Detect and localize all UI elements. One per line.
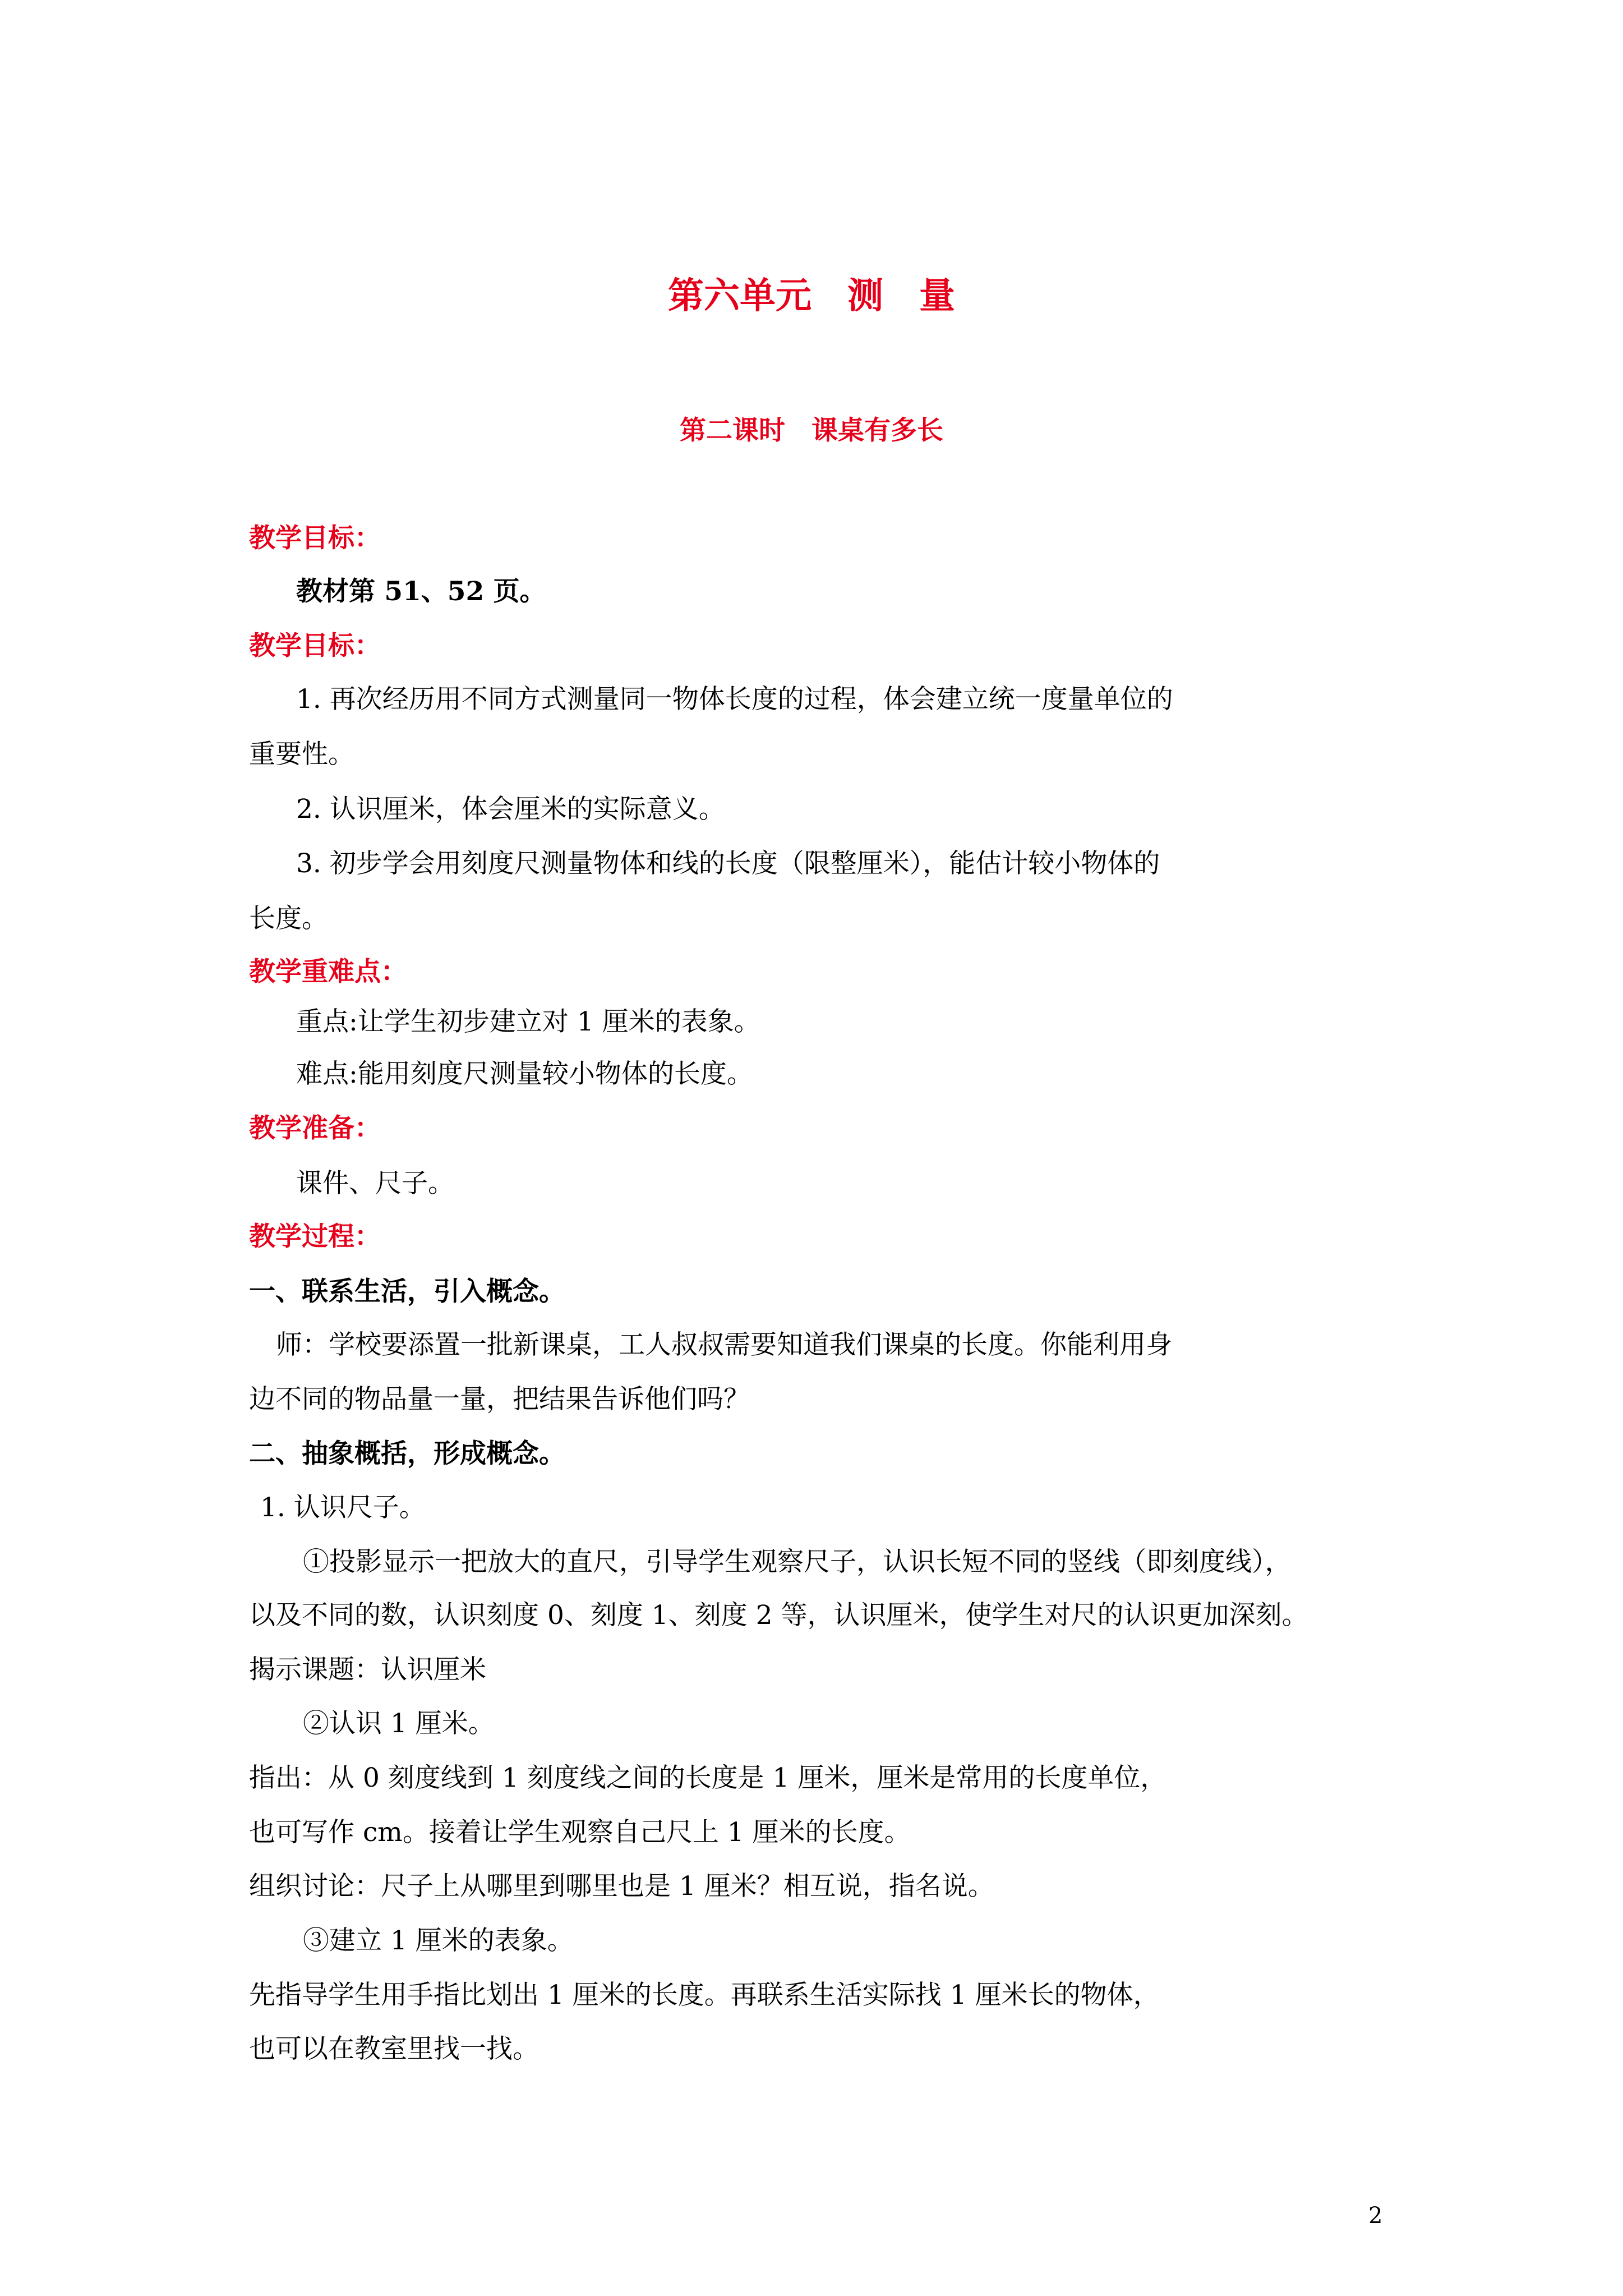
goal-1-line-1: 1. 再次经历用不同方式测量同一物体长度的过程，体会建立统一度量单位的 (296, 684, 1173, 715)
goal-2: 2. 认识厘米，体会厘米的实际意义。 (296, 794, 725, 825)
key-point: 重点:让学生初步建立对 1 厘米的表象。 (296, 1006, 760, 1037)
heading-key-points: 教学重难点： (249, 956, 407, 987)
section-2-para-2-line-2: 也可写作 cm。接着让学生观察自己尺上 1 厘米的长度。 (249, 1817, 911, 1848)
section-2-para-3: ③建立 1 厘米的表象。 (303, 1925, 574, 1956)
section-2-para-2-line-3: 组织讨论：尺子上从哪里到哪里也是 1 厘米？相互说，指名说。 (249, 1871, 994, 1902)
section-1-line-1: 师：学校要添置一批新课桌，工人叔叔需要知道我们课桌的长度。你能利用身 (276, 1329, 1172, 1360)
lesson-subtitle: 第二课时 课桌有多长 (680, 415, 943, 446)
preparation-text: 课件、尺子。 (296, 1168, 454, 1199)
section-1-line-2: 边不同的物品量一量，把结果告诉他们吗？ (249, 1384, 750, 1415)
section-2-para-3-line-2: 也可以在教室里找一找。 (249, 2033, 539, 2064)
page-title: 第六单元 测 量 (668, 275, 955, 317)
section-2-para-2: ②认识 1 厘米。 (303, 1708, 495, 1739)
section-2-para-3-line-1: 先指导学生用手指比划出 1 厘米的长度。再联系生活实际找 1 厘米长的物体， (249, 1980, 1160, 2010)
section-2-para-2-line-1: 指出：从 0 刻度线到 1 刻度线之间的长度是 1 厘米，厘米是常用的长度单位， (249, 1763, 1167, 1793)
section-2-para-1-line-1: ①投影显示一把放大的直尺，引导学生观察尺子，认识长短不同的竖线（即刻度线）， (303, 1547, 1292, 1577)
section-1-heading: 一、联系生活，引入概念。 (249, 1276, 565, 1307)
heading-objectives: 教学目标： (249, 523, 381, 554)
heading-preparation: 教学准备： (249, 1113, 381, 1144)
heading-process: 教学过程： (249, 1221, 381, 1252)
difficult-point: 难点:能用刻度尺测量较小物体的长度。 (296, 1059, 753, 1089)
goal-3-line-1: 3. 初步学会用刻度尺测量物体和线的长度（限整厘米），能估计较小物体的 (296, 848, 1160, 879)
section-2-para-1-line-2: 以及不同的数，认识刻度 0、刻度 1、刻度 2 等，认识厘米，使学生对尺的认识更加深刻。 (249, 1600, 1308, 1631)
page-number: 2 (1368, 2203, 1383, 2229)
goal-3-line-2: 长度。 (249, 903, 328, 934)
goal-1-line-2: 重要性。 (249, 739, 354, 770)
material-text: 教材第 51、52 页。 (296, 576, 546, 607)
section-2-item-1: 1. 认识尺子。 (260, 1492, 426, 1523)
section-2-heading: 二、抽象概括，形成概念。 (249, 1438, 565, 1469)
heading-objectives-2: 教学目标： (249, 631, 381, 661)
section-2-para-1-line-3: 揭示课题：认识厘米 (249, 1654, 486, 1685)
